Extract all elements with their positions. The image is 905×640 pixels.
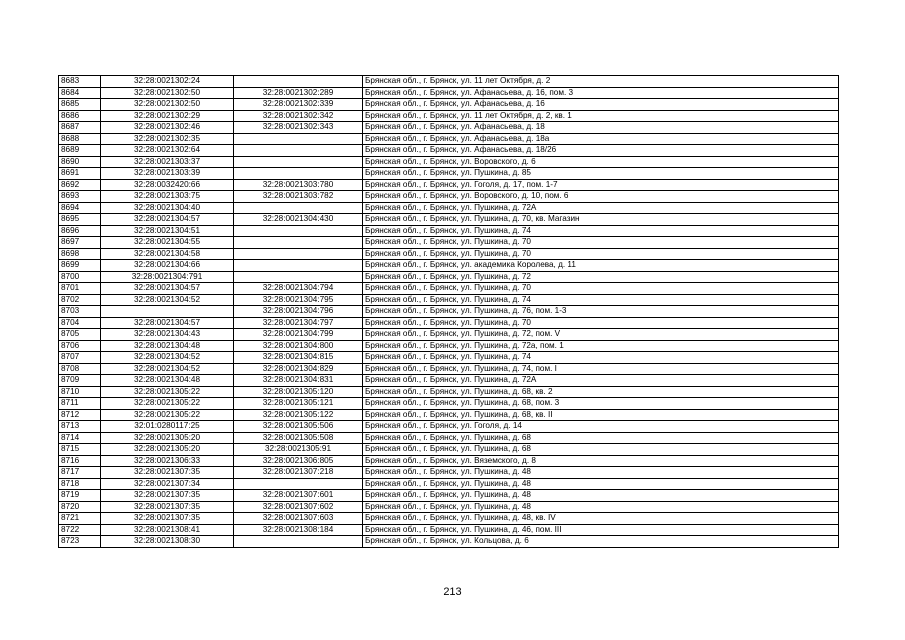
table-row — [59, 317, 839, 329]
row-number-cell: 8708 — [59, 363, 101, 375]
table-row — [59, 524, 839, 536]
land-cadastral-number-cell: 32:28:0021305:22 — [101, 398, 234, 410]
row-number-cell: 8707 — [59, 352, 101, 364]
land-cadastral-number-cell: 32:28:0021307:35 — [101, 501, 234, 513]
object-cadastral-number-cell — [234, 133, 363, 145]
table-row — [59, 237, 839, 249]
table-row — [59, 168, 839, 180]
table-row — [59, 214, 839, 226]
table-row — [59, 444, 839, 456]
object-cadastral-number-cell: 32:28:0021306:805 — [234, 455, 363, 467]
land-cadastral-number-cell: 32:28:0021302:50 — [101, 99, 234, 111]
land-cadastral-number-cell: 32:28:0021302:29 — [101, 110, 234, 122]
address-cell: Брянская обл., г. Брянск, ул. Пушкина, д. 68, кв. II — [363, 409, 839, 421]
table-row — [59, 329, 839, 341]
row-number-cell: 8696 — [59, 225, 101, 237]
land-cadastral-number-cell: 32:28:0021304:791 — [101, 271, 234, 283]
land-cadastral-number-cell — [101, 306, 234, 318]
land-cadastral-number-cell: 32:28:0021308:41 — [101, 524, 234, 536]
land-cadastral-number-cell: 32:28:0021303:37 — [101, 156, 234, 168]
table-row — [59, 340, 839, 352]
row-number-cell: 8687 — [59, 122, 101, 134]
object-cadastral-number-cell: 32:28:0021304:831 — [234, 375, 363, 387]
table-row — [59, 490, 839, 502]
land-cadastral-number-cell: 32:28:0021304:52 — [101, 363, 234, 375]
object-cadastral-number-cell — [234, 156, 363, 168]
row-number-cell: 8703 — [59, 306, 101, 318]
land-cadastral-number-cell: 32:28:0021304:43 — [101, 329, 234, 341]
address-cell: Брянская обл., г. Брянск, ул. Пушкина, д. 74, пом. I — [363, 363, 839, 375]
address-cell: Брянская обл., г. Брянск, ул. Пушкина, д. 85 — [363, 168, 839, 180]
table-row — [59, 133, 839, 145]
row-number-cell: 8698 — [59, 248, 101, 260]
table-row — [59, 156, 839, 168]
address-cell: Брянская обл., г. Брянск, ул. Кольцова, д. 6 — [363, 536, 839, 548]
address-cell: Брянская обл., г. Брянск, ул. Пушкина, д. 72А — [363, 375, 839, 387]
object-cadastral-number-cell: 32:28:0021304:430 — [234, 214, 363, 226]
row-number-cell: 8685 — [59, 99, 101, 111]
address-cell: Брянская обл., г. Брянск, ул. Воровского, д. 6 — [363, 156, 839, 168]
land-cadastral-number-cell: 32:28:0021305:22 — [101, 409, 234, 421]
table-row — [59, 248, 839, 260]
land-cadastral-number-cell: 32:28:0021303:75 — [101, 191, 234, 203]
address-cell: Брянская обл., г. Брянск, ул. Воровского, д. 10, пом. 6 — [363, 191, 839, 203]
row-number-cell: 8689 — [59, 145, 101, 157]
object-cadastral-number-cell — [234, 271, 363, 283]
address-cell: Брянская обл., г. Брянск, ул. Пушкина, д. 72 — [363, 271, 839, 283]
address-cell: Брянская обл., г. Брянск, ул. Пушкина, д. 74 — [363, 352, 839, 364]
land-cadastral-number-cell: 32:28:0021306:33 — [101, 455, 234, 467]
address-cell: Брянская обл., г. Брянск, ул. 11 лет Октября, д. 2, кв. 1 — [363, 110, 839, 122]
address-cell: Брянская обл., г. Брянск, ул. Пушкина, д. 70 — [363, 248, 839, 260]
address-cell: Брянская обл., г. Брянск, ул. Гоголя, д. 17, пом. 1-7 — [363, 179, 839, 191]
address-cell: Брянская обл., г. Брянск, ул. 11 лет Октября, д. 2 — [363, 76, 839, 88]
table-row — [59, 467, 839, 479]
table-row — [59, 352, 839, 364]
object-cadastral-number-cell: 32:28:0021302:339 — [234, 99, 363, 111]
object-cadastral-number-cell: 32:28:0021302:289 — [234, 87, 363, 99]
row-number-cell: 8721 — [59, 513, 101, 525]
row-number-cell: 8711 — [59, 398, 101, 410]
address-cell: Брянская обл., г. Брянск, ул. Гоголя, д. 14 — [363, 421, 839, 433]
table-row — [59, 76, 839, 88]
object-cadastral-number-cell: 32:28:0021303:782 — [234, 191, 363, 203]
land-cadastral-number-cell: 32:28:0021304:48 — [101, 375, 234, 387]
address-cell: Брянская обл., г. Брянск, ул. Пушкина, д. 46, пом. III — [363, 524, 839, 536]
object-cadastral-number-cell — [234, 225, 363, 237]
table-row — [59, 306, 839, 318]
row-number-cell: 8697 — [59, 237, 101, 249]
land-cadastral-number-cell: 32:28:0021302:35 — [101, 133, 234, 145]
table-row — [59, 409, 839, 421]
object-cadastral-number-cell: 32:28:0021305:91 — [234, 444, 363, 456]
row-number-cell: 8715 — [59, 444, 101, 456]
registry-table-body — [59, 76, 839, 548]
address-cell: Брянская обл., г. Брянск, ул. Пушкина, д. 72, пом. V — [363, 329, 839, 341]
row-number-cell: 8723 — [59, 536, 101, 548]
address-cell: Брянская обл., г. Брянск, ул. Пушкина, д. 48 — [363, 467, 839, 479]
table-row — [59, 432, 839, 444]
row-number-cell: 8683 — [59, 76, 101, 88]
address-cell: Брянская обл., г. Брянск, ул. Вяземского, д. 8 — [363, 455, 839, 467]
object-cadastral-number-cell — [234, 260, 363, 272]
row-number-cell: 8722 — [59, 524, 101, 536]
table-row — [59, 536, 839, 548]
table-row — [59, 398, 839, 410]
address-cell: Брянская обл., г. Брянск, ул. Пушкина, д. 74 — [363, 294, 839, 306]
row-number-cell: 8691 — [59, 168, 101, 180]
row-number-cell: 8690 — [59, 156, 101, 168]
table-row — [59, 260, 839, 272]
table-row — [59, 202, 839, 214]
land-cadastral-number-cell: 32:28:0021303:39 — [101, 168, 234, 180]
land-cadastral-number-cell: 32:01:0280117:25 — [101, 421, 234, 433]
object-cadastral-number-cell: 32:28:0021302:343 — [234, 122, 363, 134]
land-cadastral-number-cell: 32:28:0021304:58 — [101, 248, 234, 260]
object-cadastral-number-cell: 32:28:0021305:506 — [234, 421, 363, 433]
object-cadastral-number-cell: 32:28:0021307:601 — [234, 490, 363, 502]
row-number-cell: 8709 — [59, 375, 101, 387]
land-cadastral-number-cell: 32:28:0021302:24 — [101, 76, 234, 88]
row-number-cell: 8718 — [59, 478, 101, 490]
land-cadastral-number-cell: 32:28:0021307:35 — [101, 490, 234, 502]
address-cell: Брянская обл., г. Брянск, ул. Пушкина, д. 48 — [363, 478, 839, 490]
row-number-cell: 8714 — [59, 432, 101, 444]
address-cell: Брянская обл., г. Брянск, ул. Пушкина, д. 70, кв. Магазин — [363, 214, 839, 226]
land-cadastral-number-cell: 32:28:0021304:52 — [101, 294, 234, 306]
address-cell: Брянская обл., г. Брянск, ул. Пушкина, д. 70 — [363, 317, 839, 329]
land-cadastral-number-cell: 32:28:0021302:50 — [101, 87, 234, 99]
object-cadastral-number-cell — [234, 536, 363, 548]
address-cell: Брянская обл., г. Брянск, ул. Пушкина, д. 68 — [363, 432, 839, 444]
land-cadastral-number-cell: 32:28:0021302:46 — [101, 122, 234, 134]
address-cell: Брянская обл., г. Брянск, ул. Пушкина, д. 74 — [363, 225, 839, 237]
row-number-cell: 8710 — [59, 386, 101, 398]
object-cadastral-number-cell: 32:28:0021303:780 — [234, 179, 363, 191]
land-cadastral-number-cell: 32:28:0021305:20 — [101, 444, 234, 456]
object-cadastral-number-cell: 32:28:0021305:508 — [234, 432, 363, 444]
address-cell: Брянская обл., г. Брянск, ул. Пушкина, д. 70 — [363, 283, 839, 295]
object-cadastral-number-cell: 32:28:0021304:799 — [234, 329, 363, 341]
row-number-cell: 8720 — [59, 501, 101, 513]
object-cadastral-number-cell: 32:28:0021304:796 — [234, 306, 363, 318]
land-cadastral-number-cell: 32:28:0021307:35 — [101, 467, 234, 479]
object-cadastral-number-cell: 32:28:0021302:342 — [234, 110, 363, 122]
table-row — [59, 87, 839, 99]
row-number-cell: 8705 — [59, 329, 101, 341]
row-number-cell: 8713 — [59, 421, 101, 433]
object-cadastral-number-cell — [234, 145, 363, 157]
table-row — [59, 145, 839, 157]
row-number-cell: 8702 — [59, 294, 101, 306]
table-row — [59, 99, 839, 111]
row-number-cell: 8693 — [59, 191, 101, 203]
land-cadastral-number-cell: 32:28:0021304:57 — [101, 283, 234, 295]
land-cadastral-number-cell: 32:28:0021304:48 — [101, 340, 234, 352]
land-cadastral-number-cell: 32:28:0032420:66 — [101, 179, 234, 191]
land-cadastral-number-cell: 32:28:0021304:57 — [101, 317, 234, 329]
address-cell: Брянская обл., г. Брянск, ул. Пушкина, д. 48, кв. IV — [363, 513, 839, 525]
table-row — [59, 455, 839, 467]
object-cadastral-number-cell — [234, 478, 363, 490]
address-cell: Брянская обл., г. Брянск, ул. Афанасьева, д. 16, пом. 3 — [363, 87, 839, 99]
object-cadastral-number-cell: 32:28:0021304:795 — [234, 294, 363, 306]
address-cell: Брянская обл., г. Брянск, ул. академика Королева, д. 11 — [363, 260, 839, 272]
object-cadastral-number-cell — [234, 248, 363, 260]
table-row — [59, 421, 839, 433]
address-cell: Брянская обл., г. Брянск, ул. Пушкина, д. 68, кв. 2 — [363, 386, 839, 398]
table-row — [59, 271, 839, 283]
land-cadastral-number-cell: 32:28:0021304:57 — [101, 214, 234, 226]
land-cadastral-number-cell: 32:28:0021305:20 — [101, 432, 234, 444]
row-number-cell: 8704 — [59, 317, 101, 329]
row-number-cell: 8719 — [59, 490, 101, 502]
row-number-cell: 8717 — [59, 467, 101, 479]
object-cadastral-number-cell — [234, 168, 363, 180]
row-number-cell: 8701 — [59, 283, 101, 295]
address-cell: Брянская обл., г. Брянск, ул. Пушкина, д. 68 — [363, 444, 839, 456]
object-cadastral-number-cell — [234, 202, 363, 214]
address-cell: Брянская обл., г. Брянск, ул. Пушкина, д. 76, пом. 1-3 — [363, 306, 839, 318]
object-cadastral-number-cell: 32:28:0021307:602 — [234, 501, 363, 513]
object-cadastral-number-cell: 32:28:0021304:797 — [234, 317, 363, 329]
table-row — [59, 501, 839, 513]
address-cell: Брянская обл., г. Брянск, ул. Пушкина, д. 48 — [363, 501, 839, 513]
registry-table — [58, 75, 839, 548]
table-row — [59, 363, 839, 375]
address-cell: Брянская обл., г. Брянск, ул. Афанасьева, д. 16 — [363, 99, 839, 111]
row-number-cell: 8716 — [59, 455, 101, 467]
table-row — [59, 110, 839, 122]
object-cadastral-number-cell: 32:28:0021304:829 — [234, 363, 363, 375]
object-cadastral-number-cell: 32:28:0021308:184 — [234, 524, 363, 536]
row-number-cell: 8712 — [59, 409, 101, 421]
object-cadastral-number-cell: 32:28:0021304:800 — [234, 340, 363, 352]
row-number-cell: 8686 — [59, 110, 101, 122]
land-cadastral-number-cell: 32:28:0021308:30 — [101, 536, 234, 548]
land-cadastral-number-cell: 32:28:0021304:55 — [101, 237, 234, 249]
row-number-cell: 8699 — [59, 260, 101, 272]
land-cadastral-number-cell: 32:28:0021307:34 — [101, 478, 234, 490]
table-row — [59, 283, 839, 295]
object-cadastral-number-cell: 32:28:0021305:121 — [234, 398, 363, 410]
land-cadastral-number-cell: 32:28:0021304:51 — [101, 225, 234, 237]
row-number-cell: 8700 — [59, 271, 101, 283]
row-number-cell: 8706 — [59, 340, 101, 352]
row-number-cell: 8684 — [59, 87, 101, 99]
row-number-cell: 8692 — [59, 179, 101, 191]
row-number-cell: 8694 — [59, 202, 101, 214]
table-row — [59, 386, 839, 398]
table-row — [59, 375, 839, 387]
address-cell: Брянская обл., г. Брянск, ул. Пушкина, д. 68, пом. 3 — [363, 398, 839, 410]
object-cadastral-number-cell: 32:28:0021307:218 — [234, 467, 363, 479]
land-cadastral-number-cell: 32:28:0021302:64 — [101, 145, 234, 157]
table-row — [59, 294, 839, 306]
table-row — [59, 179, 839, 191]
object-cadastral-number-cell — [234, 76, 363, 88]
object-cadastral-number-cell: 32:28:0021305:122 — [234, 409, 363, 421]
table-row — [59, 478, 839, 490]
address-cell: Брянская обл., г. Брянск, ул. Пушкина, д. 72а, пом. 1 — [363, 340, 839, 352]
land-cadastral-number-cell: 32:28:0021304:40 — [101, 202, 234, 214]
land-cadastral-number-cell: 32:28:0021304:66 — [101, 260, 234, 272]
object-cadastral-number-cell: 32:28:0021304:815 — [234, 352, 363, 364]
land-cadastral-number-cell: 32:28:0021305:22 — [101, 386, 234, 398]
address-cell: Брянская обл., г. Брянск, ул. Пушкина, д. 48 — [363, 490, 839, 502]
object-cadastral-number-cell: 32:28:0021305:120 — [234, 386, 363, 398]
page-number: 213 — [443, 586, 462, 598]
table-row — [59, 513, 839, 525]
object-cadastral-number-cell: 32:28:0021304:794 — [234, 283, 363, 295]
table-row — [59, 122, 839, 134]
address-cell: Брянская обл., г. Брянск, ул. Пушкина, д. 70 — [363, 237, 839, 249]
row-number-cell: 8688 — [59, 133, 101, 145]
table-row — [59, 191, 839, 203]
address-cell: Брянская обл., г. Брянск, ул. Афанасьева, д. 18а — [363, 133, 839, 145]
land-cadastral-number-cell: 32:28:0021307:35 — [101, 513, 234, 525]
row-number-cell: 8695 — [59, 214, 101, 226]
object-cadastral-number-cell — [234, 237, 363, 249]
table-row — [59, 225, 839, 237]
address-cell: Брянская обл., г. Брянск, ул. Пушкина, д. 72А — [363, 202, 839, 214]
address-cell: Брянская обл., г. Брянск, ул. Афанасьева, д. 18/26 — [363, 145, 839, 157]
object-cadastral-number-cell: 32:28:0021307:603 — [234, 513, 363, 525]
land-cadastral-number-cell: 32:28:0021304:52 — [101, 352, 234, 364]
address-cell: Брянская обл., г. Брянск, ул. Афанасьева, д. 18 — [363, 122, 839, 134]
